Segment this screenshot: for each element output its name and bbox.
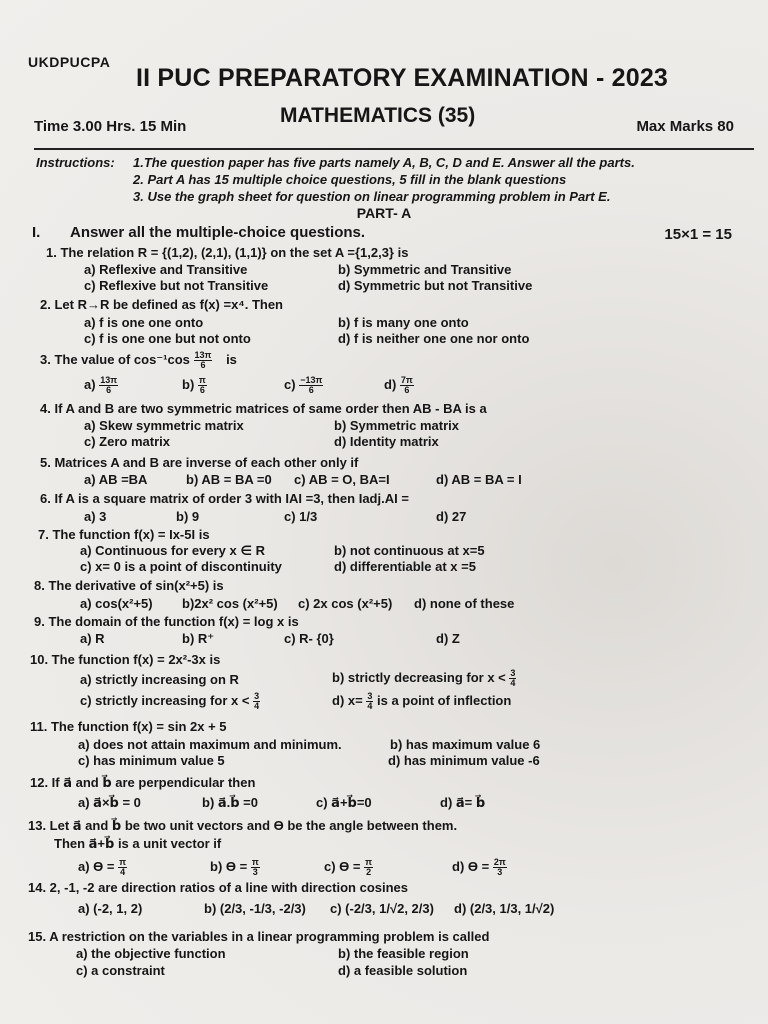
option-a: a) does not attain maximum and minimum. [78, 737, 342, 752]
question-text-line2: Then a⃗+b⃗ is a unit vector if [54, 836, 222, 851]
option-c: c) Zero matrix [84, 434, 170, 449]
option-a: a) the objective function [76, 946, 226, 961]
fraction: $\frac{13\pi}{6}$ [194, 350, 212, 370]
option-a: a) a⃗×b⃗ = 0 [78, 795, 141, 810]
question-text-suffix: is [226, 351, 237, 367]
option-d: d) has minimum value -6 [388, 753, 540, 768]
option-b: b) (2/3, -1/3, -2/3) [204, 901, 306, 916]
question-text: 14. 2, -1, -2 are direction ratios of a line with direction cosines [28, 880, 408, 895]
question-text: 2. Let R→R be defined as f(x) =x⁴. Then [40, 297, 284, 312]
option-b: b) 9 [176, 509, 200, 524]
option-c: c) a⃗+b⃗=0 [316, 795, 372, 810]
option-a: a) Continuous for every x ∈ R [80, 543, 266, 558]
option-b: b) AB = BA =0 [186, 472, 272, 487]
option-c: c) x= 0 is a point of discontinuity [80, 559, 282, 574]
option-a: a) f is one one onto [84, 315, 204, 330]
option-a: a) cos(x²+5) [80, 596, 153, 611]
section-heading: Answer all the multiple-choice questions. [70, 224, 366, 241]
option-b: b) the feasible region [338, 946, 469, 961]
max-marks: Max Marks 80 [636, 118, 734, 135]
subject-title: MATHEMATICS (35) [280, 104, 476, 127]
option-a: a) strictly increasing on R [80, 672, 239, 687]
instruction-item: 1.The question paper has five parts namely A, B, C, D and E. Answer all the parts. [133, 155, 635, 170]
option-d: d) ϴ = $\frac{2\pi}{3}$ [452, 857, 506, 877]
option-a: a) 3 [84, 509, 107, 524]
question-text: 7. The function f(x) = Ix-5I is [38, 527, 210, 542]
option-b: b) a⃗.b⃗ =0 [202, 795, 259, 810]
option-a: a) R [80, 631, 105, 646]
exam-title: II PUC PREPARATORY EXAMINATION - 2023 [136, 64, 669, 92]
question-text: 4. If A and B are two symmetric matrices of same order then AB - BA is a [40, 401, 487, 416]
option-c: c) $\frac{-13\pi}{6}$ [284, 375, 323, 395]
option-d: d) a feasible solution [338, 963, 468, 978]
option-b: b) has maximum value 6 [390, 737, 541, 752]
time-duration: Time 3.00 Hrs. 15 Min [34, 118, 187, 135]
question-text: 1. The relation R = {(1,2), (2,1), (1,1)} on the set A ={1,2,3} is [46, 245, 409, 260]
question-text: 11. The function f(x) = sin 2x + 5 [30, 719, 227, 734]
option-b: b)2x² cos (x²+5) [182, 596, 278, 611]
option-d: d) none of these [414, 596, 515, 611]
instruction-item: 2. Part A has 15 multiple choice questions, 5 fill in the blank questions [133, 172, 567, 187]
question-text: 8. The derivative of sin(x²+5) is [34, 578, 224, 593]
option-b: b) Symmetric matrix [334, 418, 459, 433]
option-b: b) $\frac{\pi}{6}$ [182, 375, 206, 395]
option-a: a) AB =BA [84, 472, 148, 487]
option-c: c) ϴ = $\frac{\pi}{2}$ [324, 857, 373, 877]
option-c: c) (-2/3, 1/√2, 2/3) [330, 901, 434, 916]
question-text: 10. The function f(x) = 2x²-3x is [30, 652, 221, 667]
section-number: I. [32, 224, 41, 241]
option-c: c) 1/3 [284, 509, 318, 524]
option-b: b) strictly decreasing for x < $\frac{3}{4}$ [332, 668, 516, 688]
question-text: 13. Let a⃗ and b⃗ be two unit vectors and ϴ be the angle between them. [28, 818, 458, 833]
option-c: c) Reflexive but not Transitive [84, 278, 269, 293]
option-d: d) (2/3, 1/3, 1/√2) [454, 901, 555, 916]
option-b: b) not continuous at x=5 [334, 543, 485, 558]
option-a: a) ϴ = $\frac{\pi}{4}$ [78, 857, 127, 877]
option-a: a) (-2, 1, 2) [78, 901, 143, 916]
option-c: c) a constraint [76, 963, 165, 978]
section-marks: 15×1 = 15 [664, 226, 732, 243]
option-d: d) AB = BA = I [436, 472, 522, 487]
option-d: d) Symmetric but not Transitive [338, 278, 533, 293]
paper-code: UKDPUCPA [28, 54, 111, 70]
question-text: 15. A restriction on the variables in a linear programming problem is called [28, 929, 490, 944]
option-c: c) 2x cos (x²+5) [298, 596, 393, 611]
question-text: 12. If a⃗ and b⃗ are perpendicular then [30, 775, 256, 790]
option-d: d) x= $\frac{3}{4}$ is a point of inflection [332, 691, 512, 711]
option-a: a) Reflexive and Transitive [84, 262, 248, 277]
question-text: 5. Matrices A and B are inverse of each other only if [40, 455, 359, 470]
option-c: c) has minimum value 5 [78, 753, 225, 768]
instructions-label: Instructions: [36, 155, 115, 170]
option-d: d) 27 [436, 509, 467, 524]
option-d: d) f is neither one one nor onto [338, 331, 530, 346]
option-b: b) ϴ = $\frac{\pi}{3}$ [210, 857, 259, 877]
question-text [40, 351, 237, 370]
option-d: d) $\frac{7\pi}{6}$ [384, 375, 413, 395]
option-b: b) R⁺ [182, 631, 215, 646]
instruction-item: 3. Use the graph sheet for question on linear programming problem in Part E. [133, 189, 611, 204]
option-b: b) f is many one onto [338, 315, 469, 330]
question-text: 9. The domain of the function f(x) = log x is [34, 614, 299, 629]
question-text: 6. If A is a square matrix of order 3 with IAI =3, then Iadj.AI = [40, 491, 409, 506]
option-d: d) differentiable at x =5 [334, 559, 476, 574]
option-d: d) Z [436, 631, 460, 646]
option-d: d) Identity matrix [334, 434, 439, 449]
instructions [36, 154, 756, 205]
option-a: a) Skew symmetric matrix [84, 418, 244, 433]
header-divider [34, 148, 754, 150]
option-c: c) strictly increasing for x < $\frac{3}{4}$ [80, 691, 260, 711]
option-c: c) R- {0} [284, 631, 334, 646]
part-heading: PART- A [356, 205, 412, 221]
option-c: c) f is one one but not onto [84, 331, 251, 346]
option-d: d) a⃗= b⃗ [440, 795, 486, 810]
option-a: a) $\frac{13\pi}{6}$ [84, 375, 118, 395]
option-c: c) AB = O, BA=I [294, 472, 390, 487]
option-b: b) Symmetric and Transitive [338, 262, 512, 277]
question-text-prefix: 3. The value of cos⁻¹cos [40, 351, 190, 367]
